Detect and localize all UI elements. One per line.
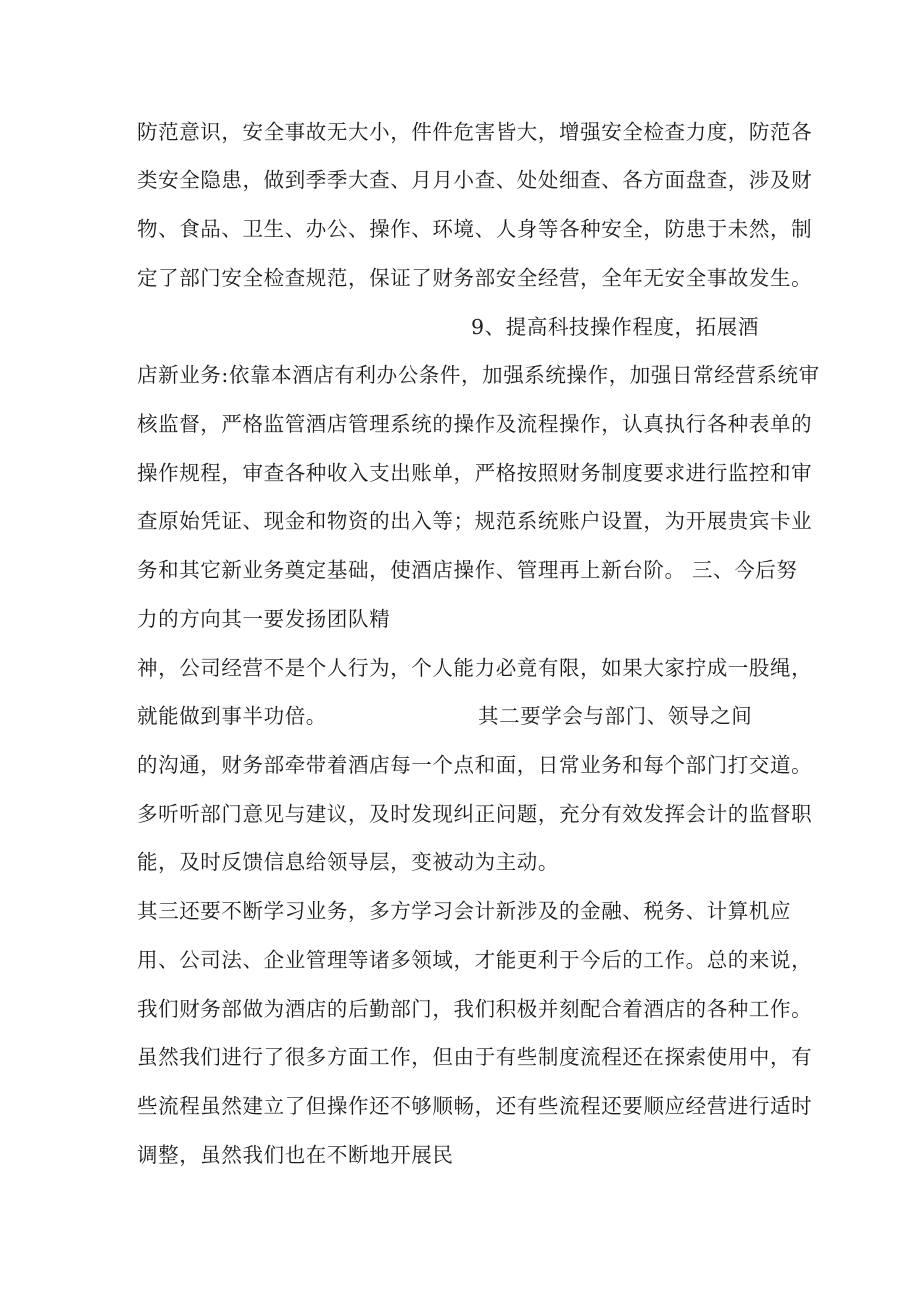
text-line: 其三还要不断学习业务，多方学习会计新涉及的金融、税务、计算机应	[137, 899, 792, 923]
text-line: 多听听部门意见与建议，及时发现纠正问题，充分有效发挥会计的监督职	[137, 802, 813, 826]
text-line: 我们财务部做为酒店的后勤部门，我们积极并刻配合着酒店的各种工作。	[137, 997, 813, 1021]
text-line: 查原始凭证、现金和物资的出入等；规范系统账户设置，为开展贵宾卡业	[137, 509, 813, 533]
text-line: 调整，虽然我们也在不断地开展民	[137, 1143, 454, 1167]
text-line: 核监督，严格监管酒店管理系统的操作及流程操作，认真执行各种表单的	[137, 412, 813, 436]
text-line: 能，及时反馈信息给领导层，变被动为主动。	[137, 850, 559, 874]
text-line: 类安全隐患，做到季季大查、月月小查、处处细查、各方面盘查，涉及财	[137, 168, 813, 192]
text-line: 神，公司经营不是个人行为，个人能力必竟有限，如果大家拧成一股绳，	[137, 656, 813, 680]
text-line: 操作规程，审查各种收入支出账单，严格按照财务制度要求进行监控和审	[137, 461, 813, 485]
text-line: 店新业务:依靠本酒店有利办公条件，加强系统操作，加强日常经营系统审	[137, 363, 820, 387]
text-line: 虽然我们进行了很多方面工作，但由于有些制度流程还在探索使用中，有	[137, 1045, 813, 1069]
section-heading: 9、提高科技操作程度，拓展酒	[471, 315, 759, 339]
text-line: 些流程虽然建立了但操作还不够顺畅，还有些流程还要顺应经营进行适时	[137, 1094, 813, 1118]
text-line: 用、公司法、企业管理等诸多领域，才能更利于今后的工作。总的来说，	[137, 948, 813, 972]
text-line: 的沟通，财务部牵带着酒店每一个点和面，日常业务和每个部门打交道。	[137, 753, 813, 777]
text-line: 定了部门安全检查规范，保证了财务部安全经营，全年无安全事故发生。	[137, 266, 813, 290]
text-line: 其二要学会与部门、领导之间	[478, 704, 753, 728]
text-line: 就能做到事半功倍。	[137, 704, 327, 728]
section-heading: 三、今后努	[692, 558, 798, 582]
text-line: 力的方向其一要发扬团队精	[137, 607, 391, 631]
text-line: 防范意识，安全事故无大小，件件危害皆大，增强安全检查力度，防范各	[137, 120, 813, 144]
text-line: 物、食品、卫生、办公、操作、环境、人身等各种安全，防患于未然，制	[137, 217, 813, 241]
text-line: 务和其它新业务奠定基础，使酒店操作、管理再上新台阶。	[137, 558, 686, 582]
